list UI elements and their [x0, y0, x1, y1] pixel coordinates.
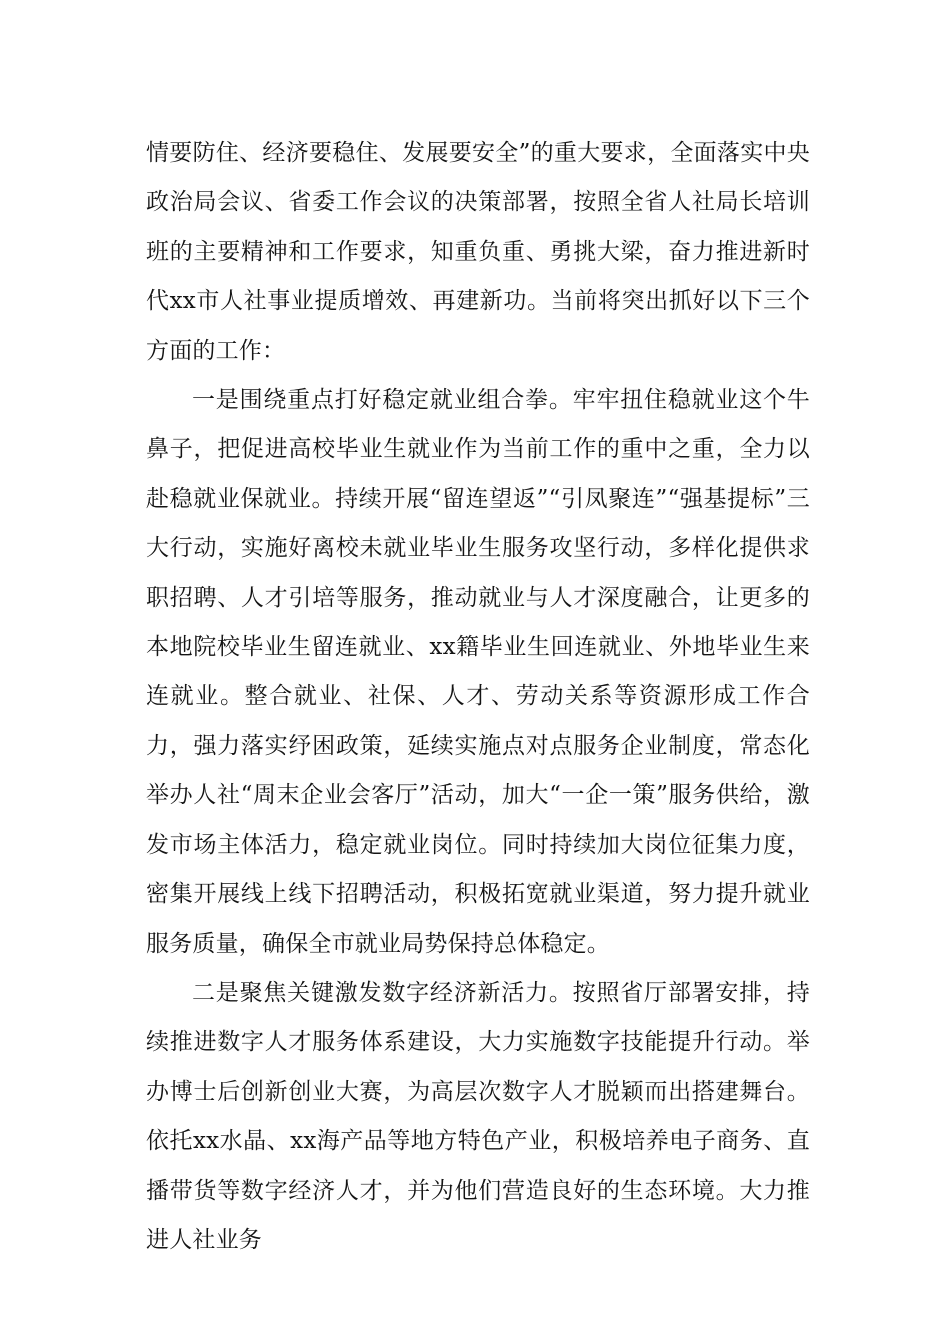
document-body	[146, 129, 810, 1265]
paragraph-intro: 情要防住、经济要稳住、发展要安全”的重大要求，全面落实中央政治局会议、省委工作会议的决策部署，按照全省人社局长培训班的主要精神和工作要求，知重负重、勇挑大梁，奋力推进新时代xx市人社事业提质增效、再建新功。当前将突出抓好以下三个方面的工作：	[146, 140, 810, 364]
paragraph-digital-economy: 二是聚焦关键激发数字经济新活力。按照省厅部署安排，持续推进数字人才服务体系建设，大力实施数字技能提升行动。举办博士后创新创业大赛，为高层次数字人才脱颖而出搭建舞台。依托xx水晶、xx海产品等地方特色产业，积极培养电子商务、直播带货等数字经济人才，并为他们营造良好的生态环境。大力推进人社业务	[146, 979, 810, 1253]
paragraph-employment: 一是围绕重点打好稳定就业组合拳。牢牢扭住稳就业这个牛鼻子，把促进高校毕业生就业作为当前工作的重中之重，全力以赴稳就业保就业。持续开展“留连望返”“引凤聚连”“强基提标”三大行动，实施好离校未就业毕业生服务攻坚行动，多样化提供求职招聘、人才引培等服务，推动就业与人才深度融合，让更多的本地院校毕业生留连就业、xx籍毕业生回连就业、外地毕业生来连就业。整合就业、社保、人才、劳动关系等资源形成工作合力，强力落实纾困政策，延续实施点对点服务企业制度，常态化举办人社“周末企业会客厅”活动，加大“一企一策”服务供给，激发市场主体活力，稳定就业岗位。同时持续加大岗位征集力度，密集开展线上线下招聘活动，积极拓宽就业渠道，努力提升就业服务质量，确保全市就业局势保持总体稳定。	[146, 387, 810, 957]
